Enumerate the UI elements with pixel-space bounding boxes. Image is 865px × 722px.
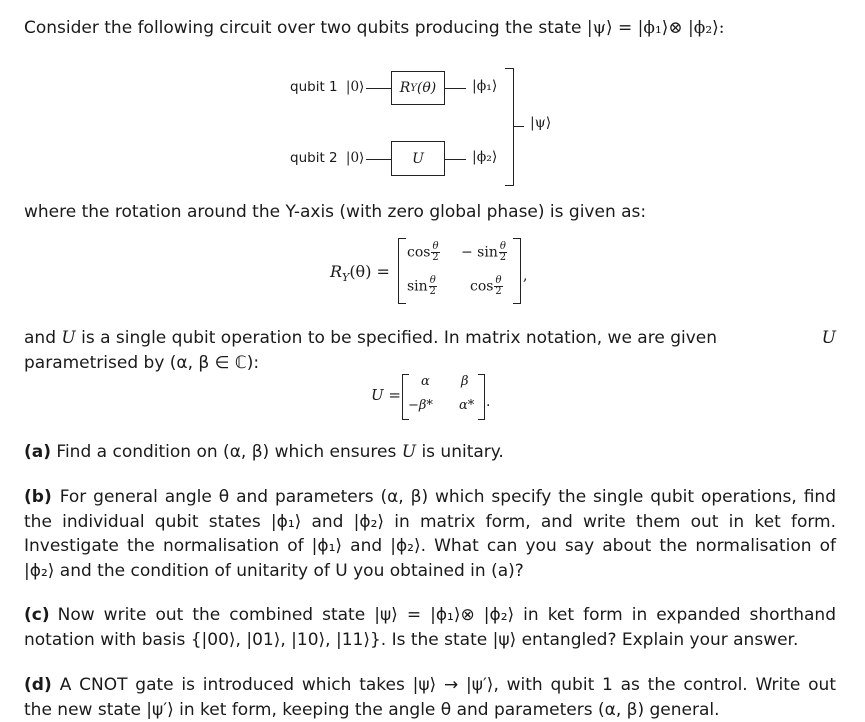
intro-state-equation: |ψ⟩ = |ϕ₁⟩⊗ |ϕ₂⟩: bbox=[586, 18, 725, 38]
u-a11: α bbox=[421, 374, 430, 389]
ry-gate-box: R Y (θ) bbox=[391, 71, 445, 105]
u-gate-box: U bbox=[391, 141, 445, 176]
qubit1-wire-in bbox=[366, 88, 392, 89]
qubit2-wire-in bbox=[366, 159, 392, 160]
qubit2-label: qubit 2 |0⟩ bbox=[290, 150, 365, 166]
u-trailing-period: . bbox=[486, 394, 491, 410]
part-a-label: (a) bbox=[24, 442, 52, 462]
qubit1-wire-out bbox=[444, 88, 466, 89]
ry-a11: cos $\frac{\theta}{2}$ bbox=[407, 241, 439, 263]
ry-trailing-comma: , bbox=[523, 268, 528, 284]
ry-a12: − sin $\frac{\theta}{2}$ bbox=[461, 241, 507, 263]
part-b: (b) For general angle θ and parameters (α, β) which specify the single qubit operations, find the individual qubit states |ϕ₁⟩ and |ϕ₂⟩ in matrix form, and write them out in ket form. Investigate the normalisation of |ϕ₁⟩ and |ϕ₂⟩. What can you say about the normalisation of |ϕ₂⟩ and the condition of unitarity of U you obtained in (a)? bbox=[24, 487, 836, 581]
phi1-output-ket: |ϕ₁⟩ bbox=[472, 78, 498, 94]
ry-a21: sin $\frac{\theta}{2}$ bbox=[407, 275, 436, 297]
qubit1-label: qubit 1 |0⟩ bbox=[290, 79, 365, 95]
combine-bracket-tick bbox=[514, 126, 524, 127]
u-bracket-left bbox=[402, 374, 409, 420]
u-a22: α* bbox=[459, 398, 475, 413]
psi-output-ket: |ψ⟩ bbox=[530, 115, 552, 131]
ry-lhs: $R_Y(\theta)$ = bbox=[330, 262, 390, 285]
qubit2-wire-out bbox=[444, 159, 466, 160]
u-a21: −β* bbox=[408, 398, 433, 413]
part-c: (c) Now write out the combined state |ψ⟩ = |ϕ₁⟩⊗ |ϕ₂⟩ in ket form in expanded shorthand notation with basis {|00⟩, |01⟩, |10⟩, |11⟩}. Is the state |ψ⟩ entangled? Explain your answer. bbox=[24, 605, 836, 650]
u-lhs: U = bbox=[371, 386, 401, 404]
qubit2-initial-ket: |0⟩ bbox=[345, 150, 365, 166]
ry-bracket-left bbox=[398, 238, 406, 304]
ry-bracket-right bbox=[513, 238, 521, 304]
part-a: (a) Find a condition on (α, β) which ensures U is unitary. bbox=[24, 442, 504, 462]
part-c-label: (c) bbox=[24, 605, 50, 625]
part-d-label: (d) bbox=[24, 675, 52, 695]
combine-bracket bbox=[505, 68, 514, 186]
ry-a22: cos $\frac{\theta}{2}$ bbox=[470, 275, 502, 297]
part-d: (d) A CNOT gate is introduced which takes |ψ⟩ → |ψ′⟩, with qubit 1 as the control. Write out the new state |ψ′⟩ in ket form, keeping the angle θ and parameters (α, β) general. bbox=[24, 675, 836, 720]
phi2-output-ket: |ϕ₂⟩ bbox=[472, 149, 498, 165]
intro-line bbox=[24, 16, 725, 40]
rotation-description: where the rotation around the Y-axis (with zero global phase) is given as: bbox=[24, 202, 647, 222]
part-b-label: (b) bbox=[24, 487, 52, 507]
u-a12: β bbox=[461, 374, 469, 389]
qubit1-initial-ket: |0⟩ bbox=[345, 79, 365, 95]
u-description: and U is a single qubit operation to be specified. In matrix notation, we are given U parametrised by (α, β ∈ ℂ): bbox=[24, 328, 836, 373]
intro-text: Consider the following circuit over two qubits producing the state bbox=[24, 18, 587, 38]
u-bracket-right bbox=[478, 374, 485, 420]
